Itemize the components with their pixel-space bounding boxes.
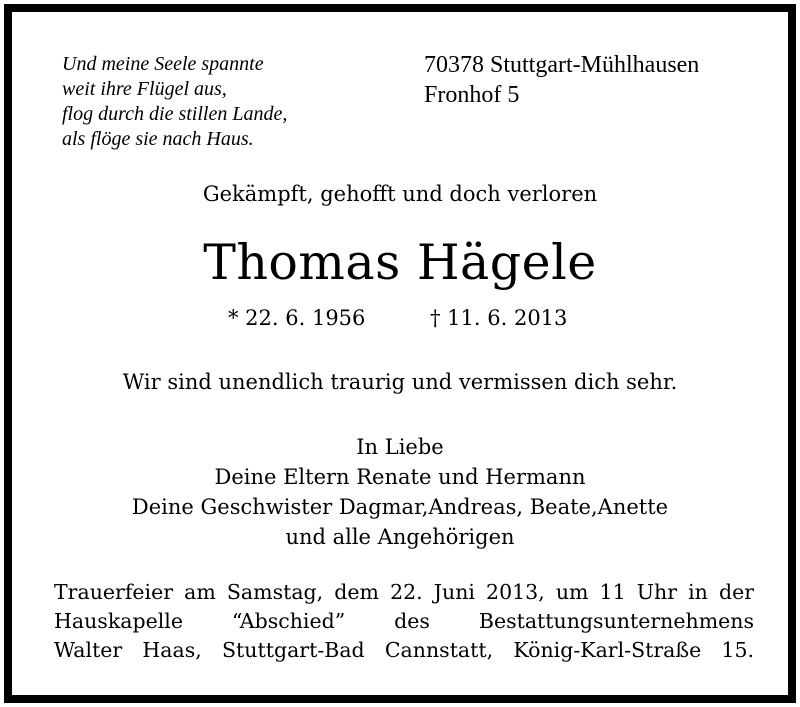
birth-date: * 22. 6. 1956 bbox=[228, 306, 366, 330]
life-dates bbox=[12, 306, 788, 336]
address-city: 70378 Stuttgart-Mühlhausen bbox=[424, 52, 700, 78]
obituary-content bbox=[12, 12, 788, 695]
funeral-line: Walter Haas, Stuttgart-Bad Cannstatt, König-Karl-Straße 15. bbox=[54, 638, 754, 662]
funeral-notice bbox=[54, 578, 754, 665]
obituary-border bbox=[4, 4, 796, 703]
grief-sentence: Wir sind unendlich traurig und vermissen dich sehr. bbox=[122, 370, 678, 394]
poem-line: als flöge sie nach Haus. bbox=[62, 128, 254, 150]
signature-line: und alle Angehörigen bbox=[285, 525, 515, 549]
mourners-signature bbox=[12, 432, 788, 552]
family-address bbox=[424, 50, 699, 110]
poem-verse bbox=[62, 52, 287, 152]
signature-line: In Liebe bbox=[356, 435, 444, 459]
deceased-name: Thomas Hägele bbox=[203, 234, 597, 291]
motto: Gekämpft, gehofft und doch verloren bbox=[202, 182, 598, 206]
poem-line: weit ihre Flügel aus, bbox=[62, 78, 227, 100]
signature-line: Deine Geschwister Dagmar,Andreas, Beate,Anette bbox=[131, 495, 669, 519]
poem-line: flog durch die stillen Lande, bbox=[62, 103, 288, 125]
funeral-line: Trauerfeier am Samstag, dem 22. Juni 2013, um 11 Uhr in der bbox=[54, 580, 754, 604]
poem-line: Und meine Seele spannte bbox=[62, 53, 264, 75]
address-street: Fronhof 5 bbox=[424, 82, 520, 108]
funeral-line: Hauskapelle “Abschied” des Bestattungsunternehmens bbox=[54, 609, 754, 633]
death-date: † 11. 6. 2013 bbox=[430, 306, 568, 330]
signature-line: Deine Eltern Renate und Hermann bbox=[214, 465, 586, 489]
